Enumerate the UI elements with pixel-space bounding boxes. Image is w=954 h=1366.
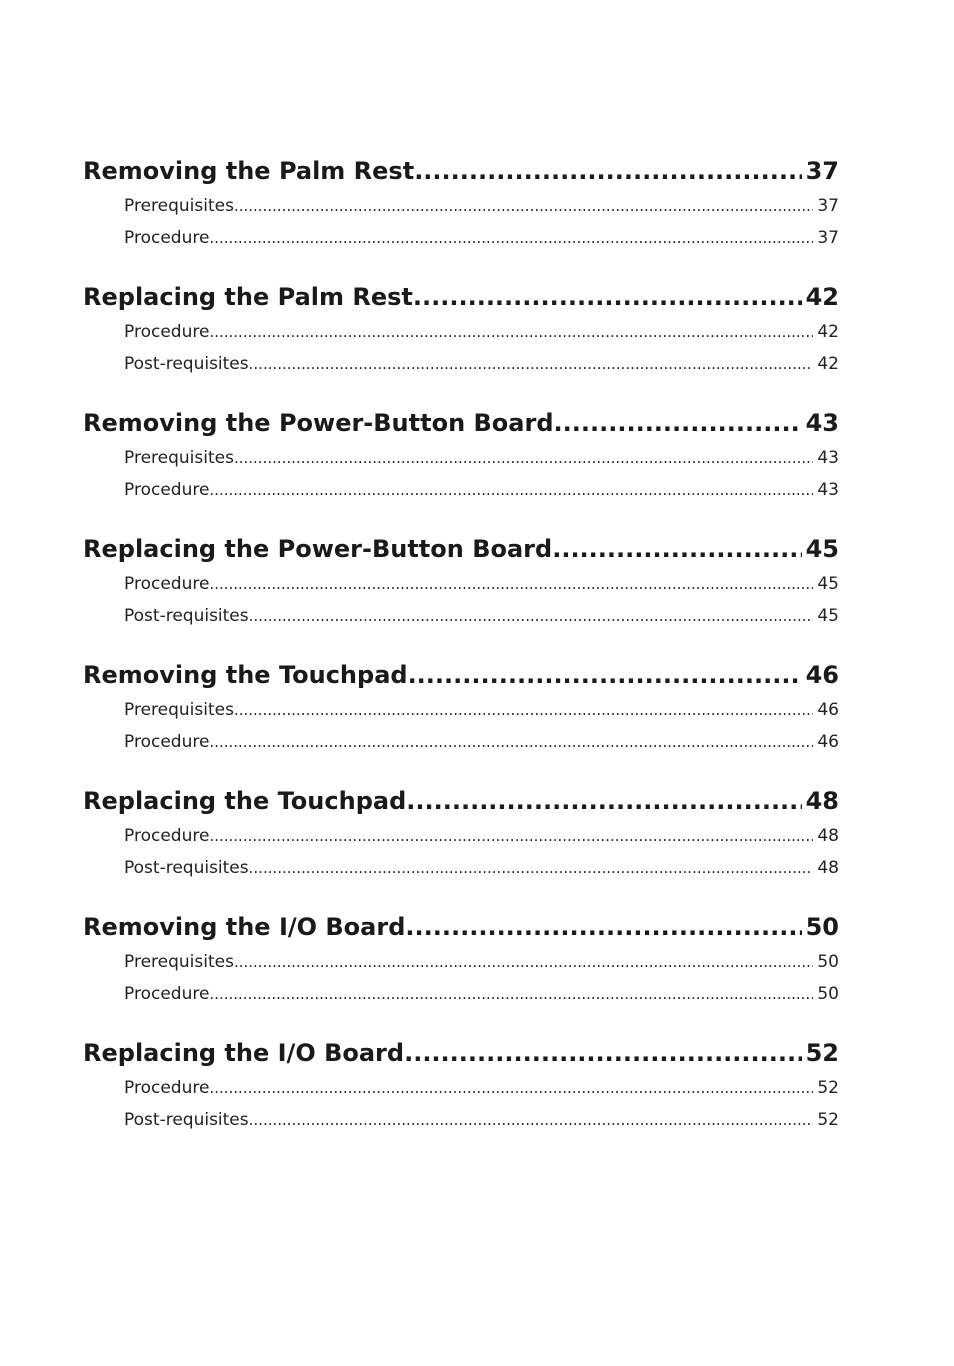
toc-subentry-title: Post-requisites <box>124 1110 249 1130</box>
toc-heading-title: Replacing the Palm Rest <box>83 283 413 311</box>
toc-subentry[interactable] <box>124 600 839 632</box>
toc-subentry-page-number: 42 <box>817 354 839 374</box>
toc-subentry-page-number: 37 <box>817 228 839 248</box>
dot-leader <box>234 190 813 222</box>
toc-heading-page-number: 48 <box>805 787 839 815</box>
toc-heading-title: Replacing the Power-Button Board <box>83 535 553 563</box>
toc-subentry[interactable] <box>124 694 839 726</box>
dot-leader <box>408 656 802 694</box>
dot-leader <box>554 404 802 442</box>
toc-heading-entry[interactable] <box>83 1034 839 1072</box>
toc-subentry-title: Procedure <box>124 228 210 248</box>
toc-subentry-page-number: 46 <box>817 700 839 720</box>
toc-section <box>83 1034 839 1136</box>
toc-subentry-title: Post-requisites <box>124 858 249 878</box>
dot-leader <box>249 348 814 380</box>
toc-subentry-page-number: 52 <box>817 1078 839 1098</box>
toc-subentry-title: Procedure <box>124 732 210 752</box>
toc-section <box>83 152 839 254</box>
toc-subentry-title: Prerequisites <box>124 448 234 468</box>
toc-subentry[interactable] <box>124 726 839 758</box>
toc-subentry-title: Procedure <box>124 826 210 846</box>
toc-subentry[interactable] <box>124 946 839 978</box>
toc-subentry-page-number: 42 <box>817 322 839 342</box>
toc-subentry[interactable] <box>124 190 839 222</box>
toc-heading-entry[interactable] <box>83 152 839 190</box>
toc-heading-title: Replacing the Touchpad <box>83 787 407 815</box>
toc-subentry[interactable] <box>124 978 839 1010</box>
toc-heading-page-number: 37 <box>805 157 839 185</box>
dot-leader <box>249 852 814 884</box>
toc-heading-entry[interactable] <box>83 404 839 442</box>
toc-heading-entry[interactable] <box>83 278 839 316</box>
toc-subentry-list <box>83 694 839 758</box>
toc-section <box>83 782 839 884</box>
toc-subentry-title: Post-requisites <box>124 354 249 374</box>
toc-heading-title: Removing the Power-Button Board <box>83 409 554 437</box>
dot-leader <box>249 1104 814 1136</box>
toc-subentry-list <box>83 820 839 884</box>
toc-heading-page-number: 43 <box>805 409 839 437</box>
toc-subentry-page-number: 45 <box>817 574 839 594</box>
toc-subentry[interactable] <box>124 316 839 348</box>
dot-leader <box>234 694 813 726</box>
toc-heading-page-number: 45 <box>805 535 839 563</box>
toc-section <box>83 530 839 632</box>
dot-leader <box>209 222 813 254</box>
toc-subentry-page-number: 46 <box>817 732 839 752</box>
toc-subentry-title: Procedure <box>124 984 210 1004</box>
toc-subentry-title: Procedure <box>124 1078 210 1098</box>
toc-subentry-title: Post-requisites <box>124 606 249 626</box>
toc-subentry[interactable] <box>124 568 839 600</box>
toc-subentry-page-number: 45 <box>817 606 839 626</box>
dot-leader <box>406 782 801 820</box>
toc-subentry-list <box>83 316 839 380</box>
dot-leader <box>414 152 801 190</box>
dot-leader <box>209 820 813 852</box>
toc-section <box>83 404 839 506</box>
toc-subentry-page-number: 48 <box>817 826 839 846</box>
toc-subentry-list <box>83 190 839 254</box>
toc-subentry[interactable] <box>124 222 839 254</box>
table-of-contents <box>83 152 839 1160</box>
toc-subentry-list <box>83 1072 839 1136</box>
toc-subentry-list <box>83 946 839 1010</box>
toc-subentry[interactable] <box>124 442 839 474</box>
toc-heading-page-number: 42 <box>805 283 839 311</box>
toc-heading-title: Removing the Palm Rest <box>83 157 415 185</box>
toc-subentry-title: Procedure <box>124 574 210 594</box>
dot-leader <box>405 908 801 946</box>
dot-leader <box>249 600 814 632</box>
dot-leader <box>552 530 801 568</box>
dot-leader <box>404 1034 802 1072</box>
toc-heading-title: Removing the I/O Board <box>83 913 406 941</box>
toc-subentry-title: Procedure <box>124 480 210 500</box>
toc-subentry-list <box>83 568 839 632</box>
toc-subentry[interactable] <box>124 1072 839 1104</box>
dot-leader <box>209 316 813 348</box>
toc-heading-title: Replacing the I/O Board <box>83 1039 405 1067</box>
toc-heading-entry[interactable] <box>83 782 839 820</box>
toc-subentry-page-number: 37 <box>817 196 839 216</box>
toc-section <box>83 908 839 1010</box>
toc-subentry-page-number: 52 <box>817 1110 839 1130</box>
toc-heading-page-number: 46 <box>805 661 839 689</box>
toc-subentry-title: Prerequisites <box>124 196 234 216</box>
toc-heading-entry[interactable] <box>83 908 839 946</box>
toc-subentry[interactable] <box>124 348 839 380</box>
toc-heading-entry[interactable] <box>83 656 839 694</box>
dot-leader <box>209 568 813 600</box>
toc-section <box>83 656 839 758</box>
toc-subentry-page-number: 48 <box>817 858 839 878</box>
toc-subentry-page-number: 43 <box>817 448 839 468</box>
toc-subentry-title: Prerequisites <box>124 952 234 972</box>
toc-subentry[interactable] <box>124 820 839 852</box>
dot-leader <box>209 726 813 758</box>
toc-subentry[interactable] <box>124 474 839 506</box>
toc-section <box>83 278 839 380</box>
toc-subentry-title: Procedure <box>124 322 210 342</box>
dot-leader <box>234 442 813 474</box>
toc-subentry-page-number: 43 <box>817 480 839 500</box>
dot-leader <box>234 946 813 978</box>
toc-heading-page-number: 52 <box>805 1039 839 1067</box>
dot-leader <box>209 978 813 1010</box>
toc-subentry[interactable] <box>124 1104 839 1136</box>
toc-subentry-page-number: 50 <box>817 952 839 972</box>
toc-subentry-title: Prerequisites <box>124 700 234 720</box>
toc-heading-page-number: 50 <box>805 913 839 941</box>
toc-heading-entry[interactable] <box>83 530 839 568</box>
toc-subentry-list <box>83 442 839 506</box>
dot-leader <box>413 278 802 316</box>
dot-leader <box>209 474 813 506</box>
toc-heading-title: Removing the Touchpad <box>83 661 408 689</box>
toc-subentry-page-number: 50 <box>817 984 839 1004</box>
dot-leader <box>209 1072 813 1104</box>
toc-subentry[interactable] <box>124 852 839 884</box>
